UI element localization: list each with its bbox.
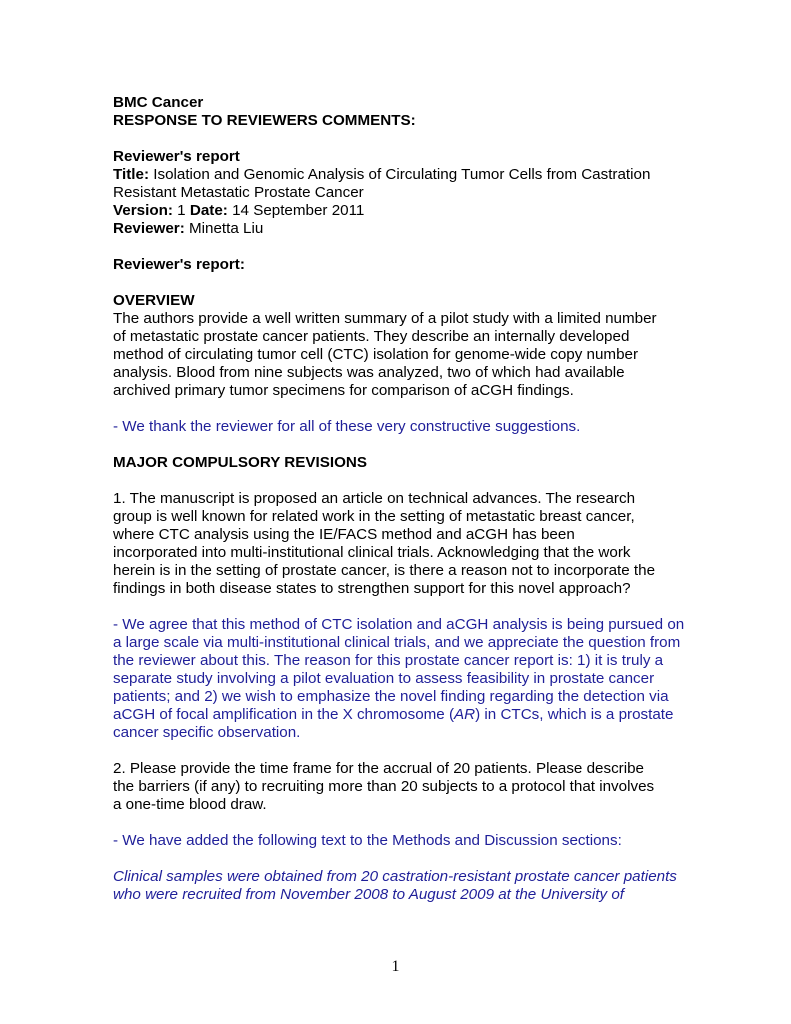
item1-line: where CTC analysis using the IE/FACS method and aCGH has been xyxy=(113,526,575,543)
response1-line: separate study involving a pilot evaluation to assess feasibility in prostate cancer xyxy=(113,670,655,687)
version-value: 1 xyxy=(177,202,186,219)
overview-line: The authors provide a well written summary of a pilot study with a limited number xyxy=(113,310,657,327)
response1-line: - We agree that this method of CTC isolation and aCGH analysis is being pursued on xyxy=(113,616,685,633)
date-value: 14 September 2011 xyxy=(232,202,365,219)
reviewer-name: Minetta Liu xyxy=(189,220,264,237)
overview-line: method of circulating tumor cell (CTC) isolation for genome-wide copy number xyxy=(113,346,639,363)
reviewer-report-heading: Reviewer's report xyxy=(113,148,240,165)
response2: - We have added the following text to the Methods and Discussion sections: xyxy=(113,832,622,849)
item2-line: the barriers (if any) to recruiting more than 20 subjects to a protocol that involves xyxy=(113,778,655,795)
response1-line xyxy=(113,706,703,724)
title-text-1: Isolation and Genomic Analysis of Circulating Tumor Cells from Castration xyxy=(153,166,651,183)
item1-line: herein is in the setting of prostate cancer, is there a reason not to incorporate the xyxy=(113,562,656,579)
journal-name: BMC Cancer xyxy=(113,94,204,111)
title-label: Title: xyxy=(113,166,150,183)
reviewer-line xyxy=(113,220,703,238)
version-date-line xyxy=(113,202,703,220)
overview-line: of metastatic prostate cancer patients. They describe an internally developed xyxy=(113,328,630,345)
document-body xyxy=(113,94,703,904)
reviewer-report-heading-2: Reviewer's report: xyxy=(113,256,245,273)
quote-line: who were recruited from November 2008 to August 2009 at the University of xyxy=(113,886,625,903)
date-label: Date: xyxy=(189,202,228,219)
response-heading: RESPONSE TO REVIEWERS COMMENTS: xyxy=(113,112,416,129)
response1-line: cancer specific observation. xyxy=(113,724,301,741)
version-label: Version: xyxy=(113,202,173,219)
overview-line: analysis. Blood from nine subjects was analyzed, two of which had available xyxy=(113,364,625,381)
item1-line: findings in both disease states to strengthen support for this novel approach? xyxy=(113,580,631,597)
response1-text: aCGH of focal amplification in the X chromosome ( xyxy=(113,706,455,723)
gene-ar: AR xyxy=(454,706,476,723)
title-line xyxy=(113,166,703,184)
item2-line: a one-time blood draw. xyxy=(113,796,267,813)
reviewer-label: Reviewer: xyxy=(113,220,185,237)
item1-line: incorporated into multi-institutional clinical trials. Acknowledging that the work xyxy=(113,544,631,561)
overview-heading: OVERVIEW xyxy=(113,292,195,309)
title-text-2: Resistant Metastatic Prostate Cancer xyxy=(113,184,364,201)
response1-line: the reviewer about this. The reason for this prostate cancer report is: 1) it is truly a xyxy=(113,652,664,669)
response1-line: a large scale via multi-institutional clinical trials, and we appreciate the question from xyxy=(113,634,681,651)
item1-line: group is well known for related work in the setting of metastatic breast cancer, xyxy=(113,508,635,525)
major-revisions-heading: MAJOR COMPULSORY REVISIONS xyxy=(113,454,368,471)
quote-line: Clinical samples were obtained from 20 castration-resistant prostate cancer patients xyxy=(113,868,677,885)
item2-line: 2. Please provide the time frame for the accrual of 20 patients. Please describe xyxy=(113,760,645,777)
response1-line: patients; and 2) we wish to emphasize the novel finding regarding the detection via xyxy=(113,688,669,705)
page-number: 1 xyxy=(391,958,400,975)
overview-response: - We thank the reviewer for all of these very constructive suggestions. xyxy=(113,418,581,435)
item1-line: 1. The manuscript is proposed an article on technical advances. The research xyxy=(113,490,636,507)
response1-text: ) in CTCs, which is a prostate xyxy=(475,706,674,723)
overview-line: archived primary tumor specimens for comparison of aCGH findings. xyxy=(113,382,574,399)
